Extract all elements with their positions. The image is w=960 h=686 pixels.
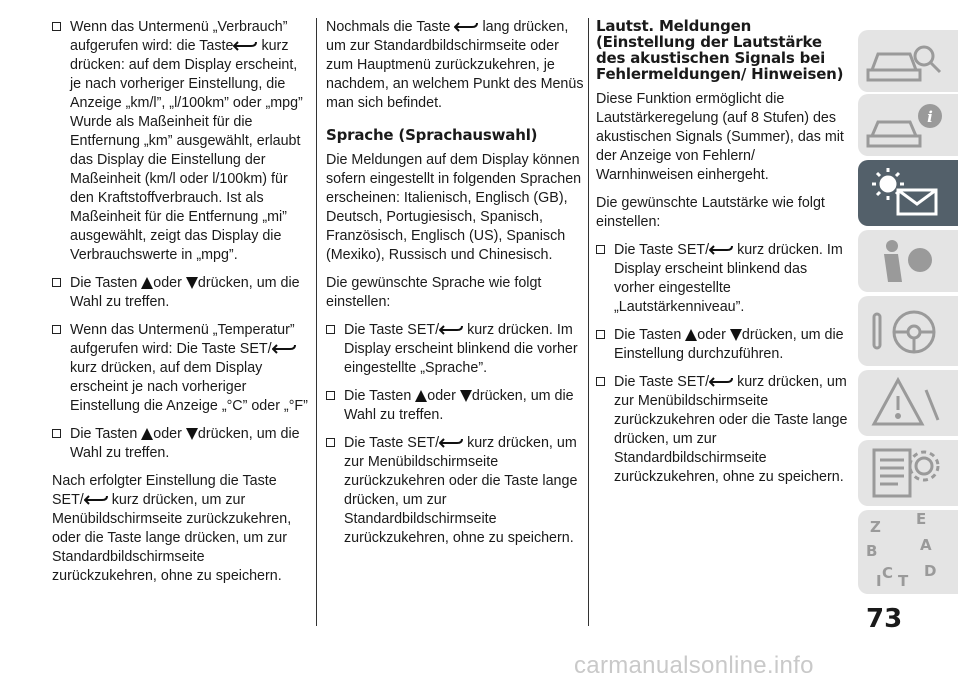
return-arrow-icon [272, 343, 296, 355]
chapter-tab-safety[interactable] [858, 230, 958, 292]
paragraph: Die gewünschte Sprache wie folgt einstellen: [326, 275, 542, 310]
warning-light-mail-icon [858, 160, 958, 226]
svg-text:i: i [927, 108, 933, 126]
list-item: Die Taste SET/ kurz drücken. Im Display erscheint blinkend das vorher eingestellte „Lautstärkenniveau”. [596, 241, 848, 317]
airbag-seat-icon [858, 230, 958, 292]
column-divider [588, 18, 589, 626]
paragraph: Die gewünschte Lautstärke wie folgt einstellen: [596, 195, 825, 230]
section-heading: Lautst. Meldungen (Einstellung der Lautstärke des akustischen Signals bei Fehlermeldungen/ Hinweisen) [596, 17, 844, 83]
alphabet-index-icon [858, 510, 958, 594]
return-arrow-icon [709, 376, 733, 388]
bullet-box [596, 330, 605, 339]
paragraph: Diese Funktion ermöglicht die Lautstärkeregelung (auf 8 Stufen) des akustischen Signals (Summer), das mit der Anzeige von Fehlern/ Warnhinweisen einhergeht. [596, 91, 844, 183]
bullet-box [596, 245, 605, 254]
index-letter: Z [870, 518, 881, 536]
index-letter: E [916, 510, 927, 528]
index-letter: A [920, 536, 932, 554]
column-divider [316, 18, 317, 626]
return-arrow-icon [233, 40, 257, 52]
arrow-up-icon [415, 390, 427, 402]
chapter-tab-warning-lights[interactable] [858, 160, 958, 226]
paragraph: Nochmals die Taste lang drücken, um zur Standardbildschirmseite oder zum Hauptmenü zurückzukehren, je nachdem, an welchem Punkt des Menüs man sich befindet. [326, 19, 584, 111]
return-arrow-icon [439, 437, 463, 449]
chapter-tab-car-search[interactable] [858, 30, 958, 92]
list-item: Die Taste SET/ kurz drücken, um zur Menübildschirmseite zurückzukehren oder die Taste lange drücken, um zur Standardbildschirmseite zurückzukehren, ohne zu speichern. [596, 373, 848, 487]
arrow-up-icon [685, 329, 697, 341]
chapter-tab-starting-driving[interactable] [858, 296, 958, 366]
arrow-down-icon [186, 277, 198, 289]
watermark: carmanualsonline.info [574, 652, 814, 679]
index-letter: T [898, 572, 909, 590]
index-letter: C [882, 564, 894, 582]
arrow-down-icon [730, 329, 742, 341]
index-letter: D [924, 562, 937, 580]
list-item: Die Tasten oder drücken, um die Wahl zu treffen. [52, 274, 310, 312]
bullet-box [52, 22, 61, 31]
car-info-icon [858, 94, 958, 156]
bullet-box [52, 325, 61, 334]
arrow-up-icon [141, 277, 153, 289]
page-number: 73 [866, 604, 903, 634]
bullet-box [326, 438, 335, 447]
text-column-2 [326, 18, 584, 557]
steering-wheel-key-icon [858, 296, 958, 366]
text-column-3 [596, 18, 848, 496]
index-letter: B [866, 542, 878, 560]
index-letter: I [876, 572, 882, 590]
return-arrow-icon [84, 494, 108, 506]
section-heading: Sprache (Sprachauswahl) [326, 126, 538, 144]
bullet-box [52, 429, 61, 438]
list-item: Die Taste SET/ kurz drücken, um zur Menübildschirmseite zurückzukehren oder die Taste lange drücken, um zur Standardbildschirmseite zurückzukehren, ohne zu speichern. [326, 434, 584, 548]
bullet-box [326, 325, 335, 334]
chapter-tab-car-info[interactable] [858, 94, 958, 156]
warning-triangle-tools-icon [858, 370, 958, 436]
return-arrow-icon [709, 244, 733, 256]
chapter-tab-maintenance[interactable] [858, 440, 958, 506]
bullet-box [326, 391, 335, 400]
list-item: Wenn das Untermenü „Verbrauch” aufgerufen wird: die Taste kurz drücken: auf dem Display erscheint, je nach vorheriger Einstellung, die Anzeige „km/l”, „l/100km” oder „mpg” Wurde als Maßeinheit für die Entfernung „km” ausgewählt, erlaubt das Display die Einstellung der Maßeinheit (km/l oder l/100km) für den Kraftstoffverbrauch. Ist als Maßeinheit für die Entfernung „mi” ausgewählt, zeigt das Display die Verbrauchswerte in „mpg”. [52, 18, 310, 265]
return-arrow-icon [454, 21, 478, 33]
list-item: Die Tasten oder drücken, um die Wahl zu treffen. [52, 425, 310, 463]
list-item: Wenn das Untermenü „Temperatur” aufgerufen wird: Die Taste SET/ kurz drücken, auf dem Display erscheint je nach vorheriger Einstellung die Anzeige „°C” oder „°F” [52, 321, 310, 416]
list-item: Die Tasten oder drücken, um die Wahl zu treffen. [326, 387, 584, 425]
paragraph: Nach erfolgter Einstellung die Taste SET/ kurz drücken, um zur Menübildschirmseite zurückzukehren, oder die Taste lange drücken, um zur Standardbildschirmseite zurückzukehren, ohne zu speichern. [52, 473, 292, 584]
return-arrow-icon [439, 324, 463, 336]
chapter-tab-emergency[interactable] [858, 370, 958, 436]
car-search-icon [858, 30, 958, 92]
list-item: Die Taste SET/ kurz drücken. Im Display erscheint blinkend die vorher eingestellte „Sprache”. [326, 321, 584, 378]
spec-sheet-gear-icon [858, 440, 958, 506]
bullet-box [596, 377, 605, 386]
paragraph: Die Meldungen auf dem Display können sofern eingestellt in folgenden Sprachen erscheinen: Italienisch, Englisch (GB), Deutsch, Portugiesisch, Spanisch, Französisch, Englisch (US), Spanisch (Mexiko), Russisch und Chinesisch. [326, 152, 582, 263]
chapter-tab-index[interactable] [858, 510, 958, 594]
list-item: Die Tasten oder drücken, um die Einstellung durchzuführen. [596, 326, 848, 364]
arrow-down-icon [460, 390, 472, 402]
arrow-down-icon [186, 428, 198, 440]
bullet-box [52, 278, 61, 287]
arrow-up-icon [141, 428, 153, 440]
text-column-1 [52, 18, 310, 595]
